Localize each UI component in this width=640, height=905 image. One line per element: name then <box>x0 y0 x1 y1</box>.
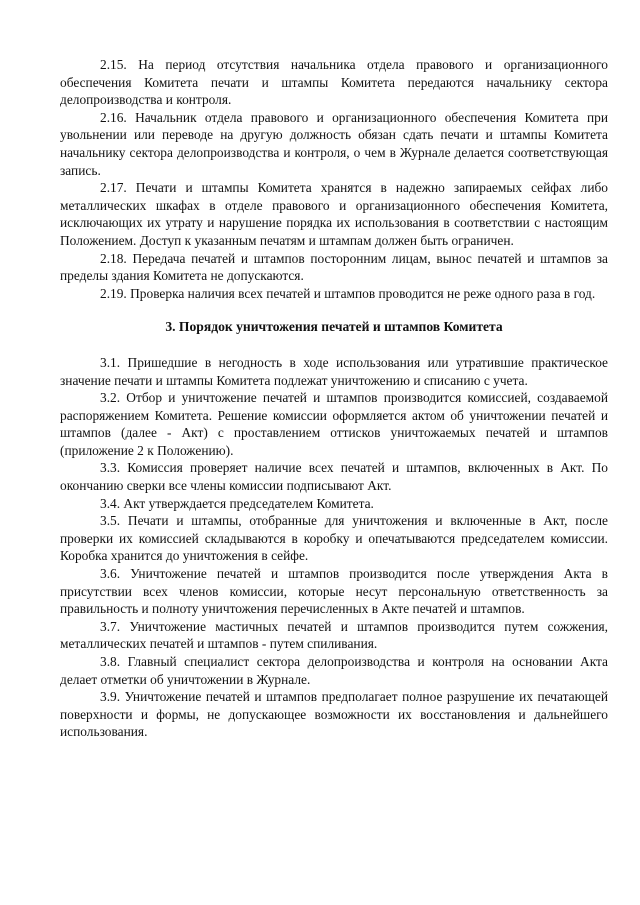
paragraph-3-8: 3.8. Главный специалист сектора делопроизводства и контроля на основании Акта делает отметки об уничтожении в Журнале. <box>60 654 608 687</box>
paragraph-2-19: 2.19. Проверка наличия всех печатей и штампов проводится не реже одного раза в год. <box>100 285 596 301</box>
paragraph-3-6: 3.6. Уничтожение печатей и штампов производится после утверждения Акта в присутствии всех членов комиссии, которые несут персональную ответственность за правильность и полноту уничтожения перечисленных в Акте печатей и штампов. <box>60 566 608 617</box>
paragraph-3-7: 3.7. Уничтожение мастичных печатей и штампов производится путем сожжения, металлических печатей и штампов - путем спиливания. <box>60 618 608 652</box>
document-page <box>60 56 608 741</box>
section-heading: 3. Порядок уничтожения печатей и штампов Комитета <box>165 319 503 335</box>
paragraph-3-2: 3.2. Отбор и уничтожение печатей и штампов производится комиссией, создаваемой распоряжением Комитета. Решение комиссии оформляется актом об уничтожении печатей и штампов (далее - Акт) с проставлением оттисков уничтожаемых печатей и штампов (приложение 2 к Положению). <box>60 390 608 458</box>
paragraph-3-4: 3.4. Акт утверждается председателем Комитета. <box>100 495 374 511</box>
paragraph-3-3: 3.3. Комиссия проверяет наличие всех печатей и штампов, включенных в Акт. По окончанию сверки все члены комиссии подписывают Акт. <box>60 460 608 494</box>
paragraph-2-18: 2.18. Передача печатей и штампов посторонним лицам, вынос печатей и штампов за пределы здания Комитета не допускаются. <box>60 250 608 284</box>
paragraph-3-9: 3.9. Уничтожение печатей и штампов предполагает полное разрушение их печатающей поверхности и формы, не допускающее возможности их восстановления и дальнейшего использования. <box>60 689 608 740</box>
paragraph-3-1: 3.1. Пришедшие в негодность в ходе использования или утратившие практическое значение печати и штампы Комитета подлежат уничтожению и списанию с учета. <box>60 354 608 388</box>
paragraph-2-17: 2.17. Печати и штампы Комитета хранятся в надежно запираемых сейфах либо металлических шкафах в отделе правового и организационного обеспечения Комитета, исключающих их утрату и нарушение порядка их использования в соответствии с настоящим Положением. Доступ к указанным печатям и штампам должен быть ограничен. <box>60 180 608 248</box>
paragraph-3-5: 3.5. Печати и штампы, отобранные для уничтожения и включенные в Акт, после проверки их комиссией складываются в коробку и опечатываются председателем комиссии. Коробка хранится до уничтожения в сейфе. <box>60 513 608 564</box>
paragraph-2-16: 2.16. Начальник отдела правового и организационного обеспечения Комитета при увольнении или переводе на другую должность обязан сдать печати и штампы Комитета начальнику сектора делопроизводства и контроля, о чем в Журнале делается соответствующая запись. <box>60 109 608 178</box>
paragraph-2-15: 2.15. На период отсутствия начальника отдела правового и организационного обеспечения Комитета печати и штампы Комитета передаются начальнику сектора делопроизводства и контроля. <box>60 57 608 108</box>
